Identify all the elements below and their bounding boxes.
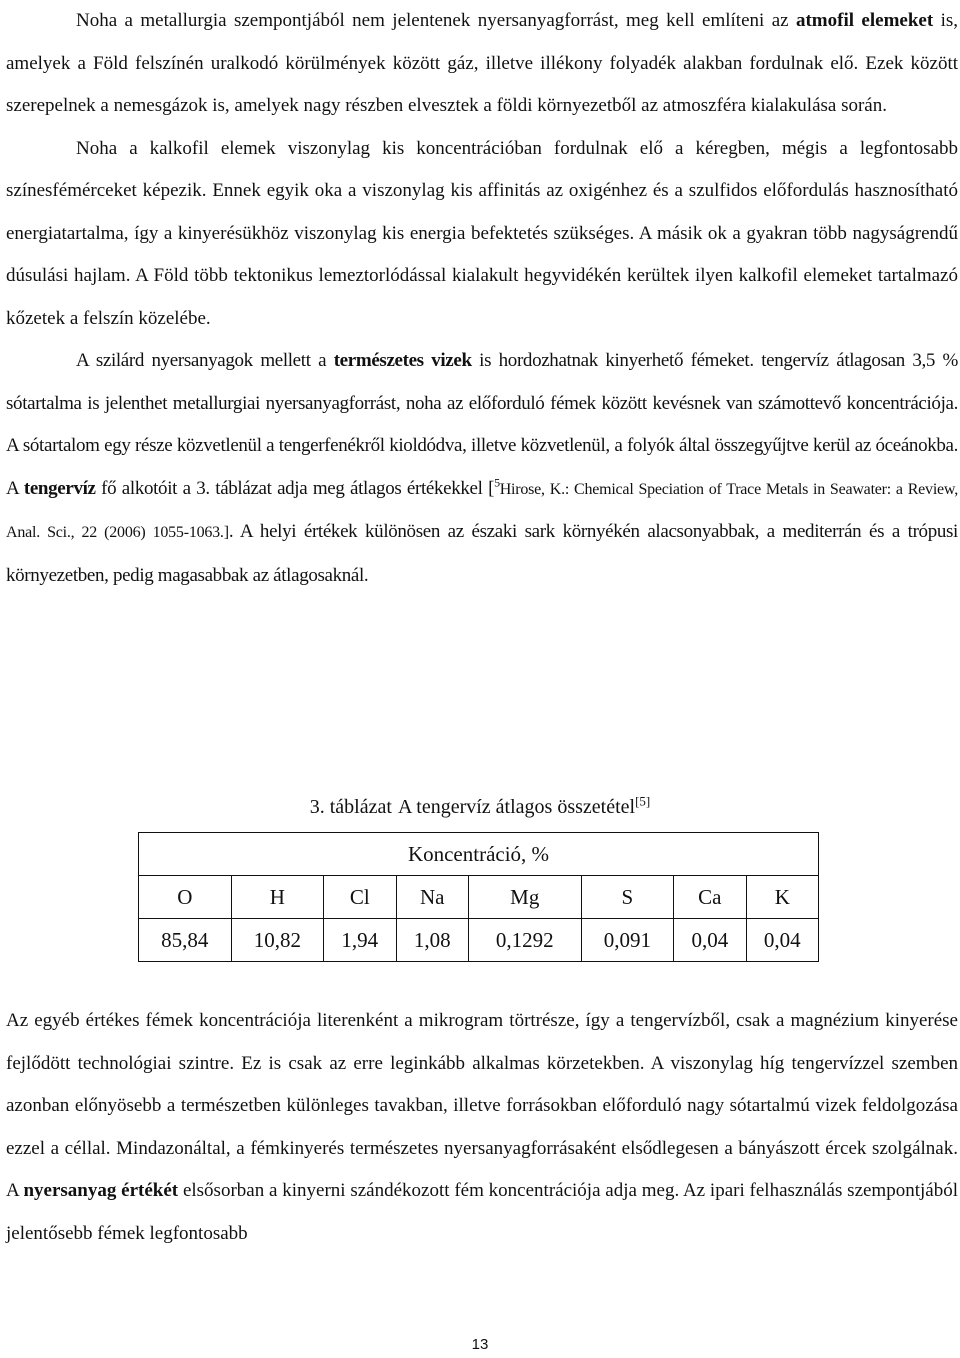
concentration-header: Koncentráció, % (139, 833, 819, 876)
table-row-values (139, 919, 819, 962)
paragraph-atmophile-line1: Noha a metallurgia szempontjából nem jelentenek nyersanyagforrást, meg kell említeni az (76, 10, 789, 31)
p3-text-4: . A helyi értékek különösen az északi sark környékén alacsonyabbak, a mediterrán és a trópusi környezetben, pedig magasabbak az átlagosaknál. (6, 521, 958, 586)
table-caption-number: 3. táblázat (309, 796, 392, 818)
element-cell: H (231, 876, 324, 919)
seawater-composition-table (138, 832, 819, 962)
table-caption-reference: [5] (635, 793, 651, 809)
value-cell: 10,82 (231, 919, 324, 962)
paragraph-chalcophile-text: Noha a kalkofil elemek viszonylag kis koncentrációban fordulnak elő a kéregben, mégis a legfontosabb színesfémérceket képezik. Ennek egyik oka a viszonylag kis affinitás az oxigénhez és a szulfidos előfordulás hasznosítható energiatartalma, így a kinyerésükhöz viszonylag kis energia befektetés szükséges. A másik ok a gyakran több nagyságrendű dúsulási hajlam. A Föld több tektonikus lemeztorlódással kialakult hegyvidékén kerültek ilyen kalkofil elemeket tartalmazó kőzetek a felszín közelébe. (6, 137, 958, 329)
atmofil-bold: atmofil elemeket (795, 10, 934, 31)
p4-text-1: Az egyéb értékes fémek koncentrációja literenként a mikrogram törtrésze, így a tengervízből, csak a magnézium kinyerése fejlődött technológiai szintre. Ez is csak az erre leginkább alkalmas körzetekben. A viszonylag híg tengervízzel szemben azonban előnyösebb a természetben különleges tavakban, illetve forrásokban előforduló nagy sótartalmú vizek feldolgozása ezzel a céllal. Mindazonáltal, a fémkinyerés természetes nyersanyagforrásaként elsődlegesen a bányászott ércek szolgálnak. A (6, 1010, 958, 1201)
source-citation: Hirose, K.: Chemical Speciation of Trace Metals in Seawater: a Review, Anal. Sci., 22 (2006) 1055-1063.] (6, 480, 958, 541)
table-caption-text: A tengervíz átlagos összetétel (397, 796, 636, 818)
element-cell: Ca (674, 876, 746, 919)
value-cell: 0,1292 (468, 919, 581, 962)
p4-text-2: elsősorban a kinyerni szándékozott fém koncentrációja adja meg. Az ipari felhasználás szempontjából jelentősebb fémek legfontosabb (6, 1180, 958, 1244)
p3-text-1: A szilárd nyersanyagok mellett a (76, 350, 334, 371)
paragraph-natural-waters (6, 340, 958, 597)
p3-text-2: is hordozhatnak kinyerhető fémeket. tengervíz átlagosan 3,5 % sótartalma is jelenthet metallurgiai nyersanyagforrást, noha az előforduló fémek között kevésnek van számottevő koncentrációja. A sótartalom egy része közvetlenül a tengerfenékről kioldódva, illetve közvetlenül, a folyók által összegyűjtve kerül az óceánokba. A (6, 350, 959, 499)
p3-bold-seawater: tengervíz (23, 477, 96, 499)
value-cell: 0,04 (746, 919, 818, 962)
page-number: 13 (471, 1336, 489, 1353)
paragraph-atmophile (6, 0, 958, 128)
element-cell: K (746, 876, 818, 919)
element-cell: S (581, 876, 674, 919)
value-cell: 85,84 (139, 919, 232, 962)
p3-text-3: fő alkotóit a 3. táblázat adja meg átlagos értékekkel [ (95, 477, 495, 499)
element-cell: Na (396, 876, 468, 919)
paragraph-atmophile-rest: is, amelyek a Föld felszínén uralkodó körülmények között gáz, illetve illékony folyadék alakban fordulnak elő. Ezek között szerepelnek a nemesgázok is, amelyek nagy részben elvesztek a földi környezetből az atmoszféra kialakulása során. (6, 10, 958, 116)
document-page-lower (6, 1000, 958, 1255)
value-cell: 1,94 (324, 919, 396, 962)
element-cell: Mg (468, 876, 581, 919)
reference-superscript: 5 (494, 475, 500, 490)
value-cell: 0,091 (581, 919, 674, 962)
document-page (6, 0, 958, 597)
table-header-row (139, 833, 819, 876)
paragraph-chalcophile (6, 128, 958, 341)
value-cell: 0,04 (674, 919, 746, 962)
value-cell: 1,08 (396, 919, 468, 962)
p3-bold-natural-waters: természetes vizek (333, 350, 472, 371)
paragraph-other-metals (6, 1000, 958, 1255)
table-row-elements (139, 876, 819, 919)
element-cell: Cl (324, 876, 396, 919)
table-caption (0, 793, 960, 819)
element-cell: O (139, 876, 232, 919)
p4-bold-raw-material-value: nyersanyag értékét (23, 1180, 179, 1201)
